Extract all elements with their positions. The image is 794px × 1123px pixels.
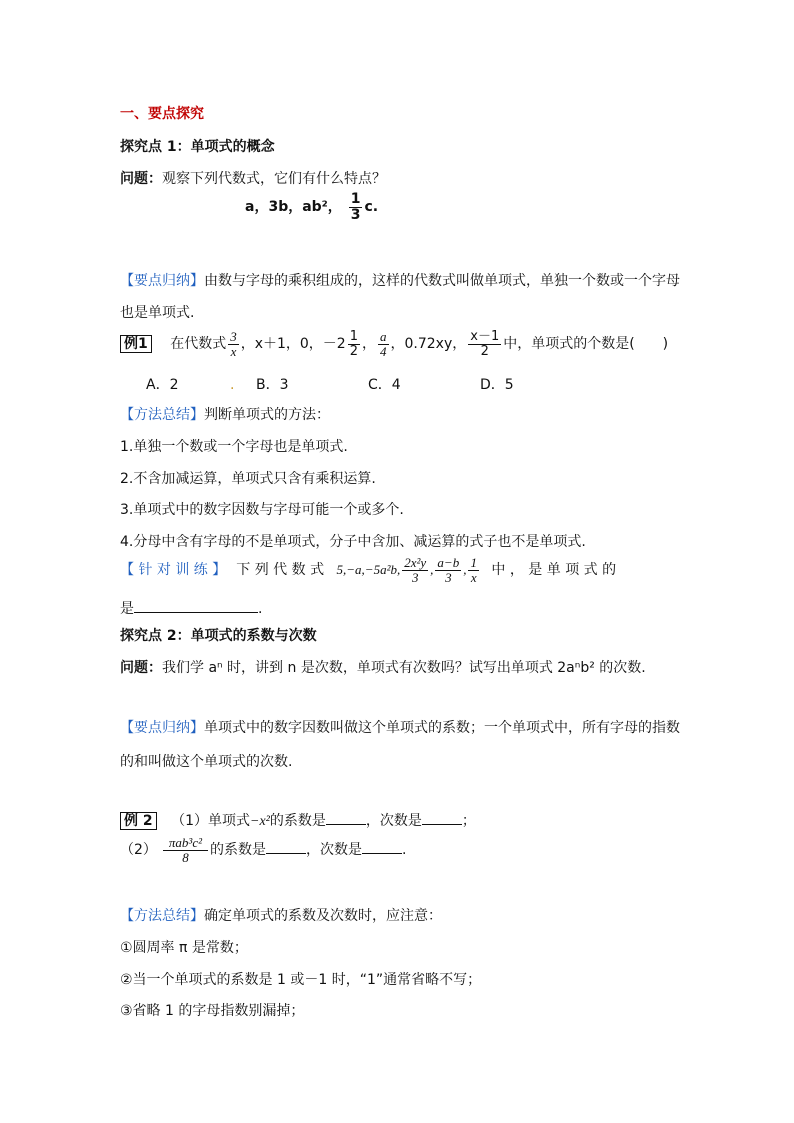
training-expr: 5,−a,−5a²b, <box>336 562 401 578</box>
example1-options <box>146 374 514 394</box>
question-label: 问题： <box>120 171 162 187</box>
method2-item: ①圆周率 π 是常数； <box>120 940 248 956</box>
method1-item: 2.不含加减运算，单项式只含有乘积运算. <box>120 471 376 487</box>
frac-denominator: 2 <box>349 343 358 359</box>
decorative-dot: . <box>230 377 235 393</box>
option-a[interactable]: A．2 <box>146 377 179 393</box>
training-tail: 中 ， 是 单 项 式 的 <box>491 562 617 579</box>
q2-prefix: （2） <box>120 842 157 859</box>
frac-denominator: 2 <box>480 343 489 359</box>
summary1-line2: 也是单项式. <box>120 305 195 321</box>
expr-suffix: c. <box>364 199 379 216</box>
summary-text: 单项式中的数字因数叫做这个单项式的系数；一个单项式中，所有字母的指数 <box>204 720 680 736</box>
frac-denominator: x <box>230 343 237 359</box>
summary1-line1 <box>120 270 680 290</box>
separator: , <box>463 562 467 578</box>
q1-expression: −x² <box>250 814 270 829</box>
example-part2: ，x＋1，0，－2 <box>240 336 346 353</box>
training-text: 下 列 代 数 式 <box>236 562 325 579</box>
example-label: 例1 <box>120 335 152 353</box>
example-tail: 中，单项式的个数是( ) <box>503 336 669 353</box>
point2-title: 探究点 2：单项式的系数与次数 <box>120 628 317 644</box>
method-tag: 【方法总结】 <box>120 908 204 924</box>
fraction-pi-ab3c2-over-8 <box>163 836 208 864</box>
comma: ， <box>362 336 376 353</box>
separator: , <box>430 562 434 578</box>
method1-item: 4.分母中含有字母的不是单项式，分子中含加、减运算的式子也不是单项式. <box>120 534 586 550</box>
question-text: 观察下列代数式，它们有什么特点？ <box>162 171 386 187</box>
method1-item: 1.单独一个数或一个字母也是单项式. <box>120 439 348 455</box>
training-end: . <box>258 601 263 617</box>
frac-denominator: 3 <box>350 206 361 223</box>
method-intro: 判断单项式的方法： <box>204 407 330 423</box>
method2-header <box>120 905 442 925</box>
example1-question <box>120 330 668 358</box>
point1-question <box>120 168 386 188</box>
frac-denominator: x <box>470 569 477 585</box>
question-label: 问题： <box>120 660 162 676</box>
method2-item: ③省略 1 的字母指数别漏掉； <box>120 1003 305 1019</box>
fraction-1-over-x <box>468 556 479 584</box>
option-d[interactable]: D．5 <box>480 377 514 393</box>
frac-numerator: x－1 <box>470 329 500 344</box>
frac-numerator: a <box>380 329 387 344</box>
option-c[interactable]: C．4 <box>368 377 401 393</box>
coefficient-blank[interactable] <box>266 853 306 854</box>
frac-numerator: 2x²y <box>404 555 427 570</box>
summary2-line1 <box>120 717 680 737</box>
q1-mid: ，次数是 <box>365 813 422 829</box>
fraction-2x2y-over-3 <box>402 556 428 584</box>
fraction-3-over-x <box>228 330 239 358</box>
method2-item: ②当一个单项式的系数是 1 或－1 时，“1”通常省略不写； <box>120 972 482 988</box>
section-title: 一、要点探究 <box>120 106 204 122</box>
training-tag: 【 针 对 训 练 】 <box>120 562 227 579</box>
q2-text: 的系数是 <box>210 842 266 859</box>
frac-denominator: 3 <box>445 569 452 585</box>
point2-question <box>120 657 646 677</box>
training-line1 <box>120 556 616 584</box>
summary-tag: 【要点归纳】 <box>120 720 204 736</box>
method1-header <box>120 404 330 424</box>
fraction-one-third <box>349 192 363 222</box>
q2-end: . <box>402 842 407 859</box>
training-line2 <box>120 598 262 618</box>
fraction-a-minus-b-over-3 <box>435 556 461 584</box>
example-label: 例 2 <box>120 812 157 830</box>
answer-blank[interactable] <box>134 612 258 613</box>
summary-tag: 【要点归纳】 <box>120 273 204 289</box>
expr-prefix: a，3b，ab²， <box>245 199 342 216</box>
training-answer-prefix: 是 <box>120 601 134 617</box>
summary-text: 由数与字母的乘积组成的，这样的代数式叫做单项式，单独一个数或一个字母 <box>204 273 680 289</box>
question-text: 我们学 aⁿ 时，讲到 n 是次数，单项式有次数吗？试写出单项式 2aⁿb² 的次数. <box>162 660 646 676</box>
frac-numerator: a−b <box>437 555 460 570</box>
summary2-line2: 的和叫做这个单项式的次数. <box>120 754 293 770</box>
fraction-a-over-4 <box>378 330 389 358</box>
frac-numerator: 3 <box>230 329 237 344</box>
example-part3: ，0.72xy， <box>390 336 467 353</box>
example-intro: 在代数式 <box>170 336 227 353</box>
method1-item: 3.单项式中的数字因数与字母可能一个或多个. <box>120 502 404 518</box>
point1-title: 探究点 1：单项式的概念 <box>120 139 275 155</box>
fraction-one-half <box>348 330 360 358</box>
frac-denominator: 8 <box>182 849 189 865</box>
q2-mid: ，次数是 <box>306 842 362 859</box>
point1-expression <box>245 192 378 222</box>
frac-numerator: 1 <box>470 555 477 570</box>
frac-numerator: 1 <box>349 329 358 344</box>
q1-text: 的系数是 <box>269 813 326 829</box>
frac-numerator: πab³c² <box>163 836 208 851</box>
example2-q1 <box>120 810 476 830</box>
frac-numerator: 1 <box>350 191 361 207</box>
option-b[interactable]: B．3 <box>256 377 289 393</box>
method-tag: 【方法总结】 <box>120 407 204 423</box>
degree-blank[interactable] <box>362 853 402 854</box>
degree-blank[interactable] <box>422 824 462 825</box>
q1-prefix: （1）单项式 <box>171 813 250 829</box>
frac-denominator: 3 <box>411 569 419 585</box>
q1-end: ； <box>461 813 476 829</box>
frac-denominator: 4 <box>380 343 387 359</box>
fraction-x-minus-1-over-2 <box>468 330 501 358</box>
example2-q2 <box>120 836 406 864</box>
method-intro: 确定单项式的系数及次数时，应注意： <box>204 908 442 924</box>
coefficient-blank[interactable] <box>326 824 366 825</box>
